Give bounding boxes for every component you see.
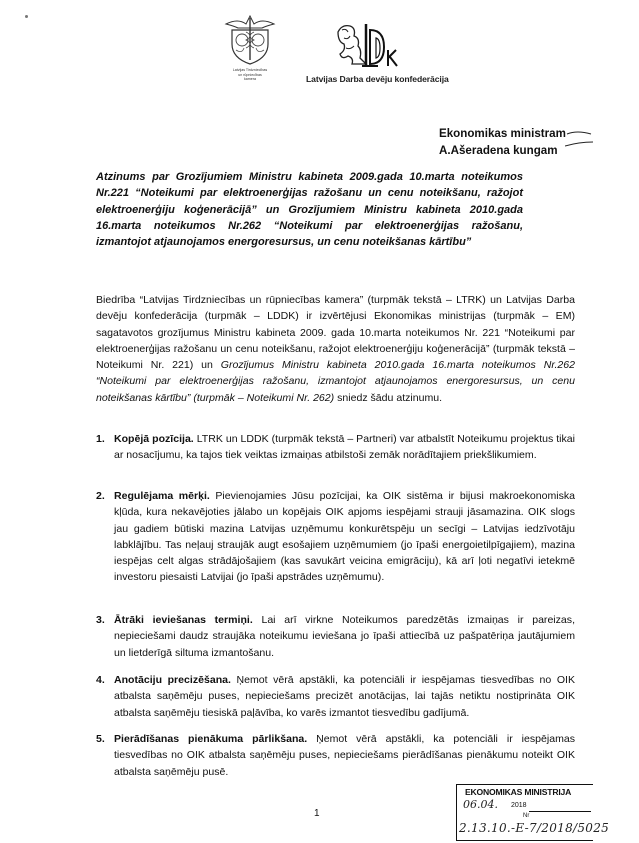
ltrk-logo [222, 10, 278, 88]
point-text: LTRK un LDDK (turpmāk tekstā – Partneri) var atbalstīt Noteikumu projektus tikai ar nosacījumu, ka tajos tiek veiktas izmaiņas atbilstoši zemāk norādītajiem priekšlikumiem. [114, 433, 575, 462]
point-lead: Regulējama mērķi. [114, 490, 210, 502]
ltrk-caption-line: Latvijas Tirdzniecības [232, 68, 268, 72]
point-lead: Pierādīšanas pienākuma pārlikšana. [114, 733, 308, 745]
addressee-name: A.Ašeradena kungam [439, 143, 558, 157]
page-number: 1 [314, 808, 320, 819]
point-5 [96, 731, 575, 780]
lddk-logo [300, 20, 460, 82]
point-lead: Anotāciju precizēšana. [114, 674, 231, 686]
stamp-registration-number: 2.13.10.-E-7/2018/5025 [459, 821, 610, 835]
stamp-year: 2018 [511, 802, 527, 809]
registration-stamp [456, 784, 610, 841]
addressee-title: Ekonomikas ministram [439, 127, 566, 140]
point-2 [96, 488, 575, 586]
point-number: 1. [96, 433, 105, 445]
lddk-lion-icon [332, 20, 412, 72]
point-text: Ņemot vērā apstākli, ka potenciāli ir iespējamas tiesvedības no OIK atbalsta saņēmēju puses, nepieciešams precizēt anotācijas, lai tajās netiktu nostiprināta OIK atbalsta saņēmēju tiesiskā paļāvība, ko varēs izmantot tiesvedību gadījumā. [114, 674, 576, 719]
point-number: 4. [96, 674, 105, 686]
stamp-header: EKONOMIKAS MINISTRIJA [465, 787, 572, 797]
point-lead: Kopējā pozīcija. [114, 433, 194, 445]
point-4 [96, 672, 575, 721]
point-text: Ņemot vērā apstākli, ka potenciāli ir iespējamas tiesvedības no OIK atbalsta saņēmēju puses, nepieciešams pierādīšanas pienākumu noteikt OIK atbalsta saņēmēju pusē. [114, 733, 575, 778]
point-text: Lai arī virkne Noteikumos paredzētās izmaiņas ir pareizas, nepieciešami daudz straujāka noteikumu ieviešana jo īpaši attiecībā uz pašpatēriņa jautājumiem un lietderīgā siltuma izmantošanu. [114, 614, 575, 659]
intro-text-end: sniedz šādu atzinumu. [334, 391, 443, 404]
point-3 [96, 612, 575, 661]
intro-text: Biedrība “Latvijas Tirdzniecības un rūpniecības kamera” (turpmāk tekstā – LTRK) un Latvijas Darba devēju konfederācija (turpmāk – LDDK) ir izvērtējusi Ekonomikas ministrijas (turpmāk – EM) sagatavotos grozījumus Ministru kabineta 2009. gada 10.marta noteikumos Nr. 221 “Noteikumi par elektroenerģijas ražošanu un cenu noteikšanu, ražojot elektroenerģiju koģenerācijā” (turpmāk tekstā – Noteikumi Nr. 221) un [96, 294, 575, 372]
intro-italic-reference: Grozījumus Ministru kabineta 2010.gada 16.marta noteikumos Nr.262 “Noteikumi par elektroenerģijas ražošanu, izmantojot atjaunojamos energoresursus, un cenu noteikšanas kārtību” (turpmāk – Noteikumi Nr. 262) [96, 359, 575, 404]
point-number: 2. [96, 490, 105, 502]
addressee-block [439, 126, 566, 159]
intro-paragraph [96, 292, 575, 406]
ltrk-caption-line: un rūpniecības [238, 72, 262, 77]
stamp-handwritten-date: 06.04. [463, 798, 498, 811]
stamp-nr-label: Nr [523, 813, 530, 819]
point-number: 5. [96, 733, 105, 745]
lddk-caption: Latvijas Darba devēju konfederācija [306, 74, 449, 84]
point-number: 3. [96, 614, 105, 626]
scan-speck [25, 15, 28, 18]
point-lead: Ātrāki ieviešanas termiņi. [114, 614, 253, 626]
document-subject: Atzinums par Grozījumiem Ministru kabineta 2009.gada 10.marta noteikumos Nr.221 “Noteikumi par elektroenerģijas ražošanu un cenu noteikšanu, ražojot elektroenerģiju koģenerācijā” un Grozījumiem Ministru kabineta 2010.gada 16.marta noteikumos Nr.262 “Noteikumi par elektroenerģijas ražošanu, izmantojot atjaunojamos energoresursus, un cenu noteikšanas kārtību” [96, 171, 523, 249]
ltrk-emblem-icon [222, 10, 278, 66]
handwritten-mark [565, 128, 595, 152]
point-1 [96, 431, 575, 464]
ltrk-caption-line: kamera [244, 77, 256, 81]
stamp-date-line [529, 811, 591, 812]
point-text: Pievienojamies Jūsu pozīcijai, ka OIK sistēma ir bijusi makroekonomiska kļūda, kura nekavējoties jālabo un kopējais OIK apjoms iespējami strauji jāsamazina. OIK slogs jau gadiem būtiski mazina Latvijas uzņēmumu konkurētspēju un secīgi – Latvijas iedzīvotāju labklājību. Tas neļauj straujāk augt esošajiem uzņēmumiem (jo īpaši energoietilpīgajiem), mazina iespējas celt algas strādājošajiem (kas savukārt veicina emigrāciju), kā arī ļoti negatīvi ietekmē investoru piesaisti Latvijai (jo īpaši apstrādes uzņēmumu). [114, 490, 575, 584]
